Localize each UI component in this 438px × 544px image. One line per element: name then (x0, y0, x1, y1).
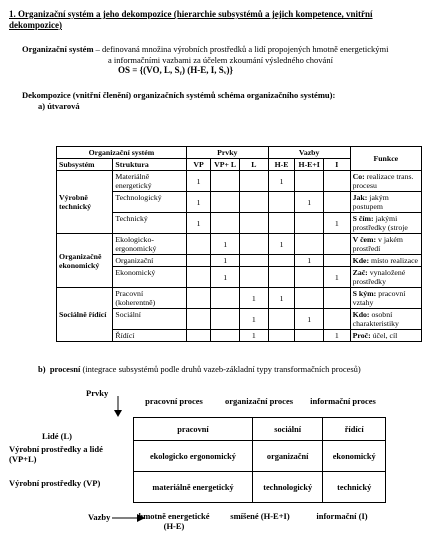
funkce-cell (350, 309, 421, 330)
vp-cell (186, 330, 210, 342)
vazby-axis-label: Vazby (88, 512, 111, 522)
process-cell: pracovní (134, 418, 253, 441)
definition-term: Organizační systém (22, 44, 94, 54)
definition-line1: – definovaná množina výrobních prostředků a lidí propojených hmotně energetickými (93, 44, 389, 54)
table-row (57, 171, 422, 192)
header-vp: VP (186, 159, 210, 171)
vpl-cell: 1 (211, 234, 240, 255)
funkce-keyword: Kdo: (352, 310, 370, 319)
funkce-keyword: Proč: (352, 331, 371, 340)
row-label-means-and-people: Výrobní prostředky a lidé (VP+L) (9, 444, 103, 464)
funkce-cell (350, 288, 421, 309)
table-row (134, 472, 386, 503)
funkce-cell (350, 171, 421, 192)
subsystem-cell: Organizačně ekonomický (57, 234, 113, 288)
funkce-text: jakými prostředky (stroje (352, 214, 408, 232)
process-cell: sociální (252, 418, 322, 441)
he-cell: 1 (268, 171, 295, 192)
he-cell (268, 309, 295, 330)
table-row (134, 418, 386, 441)
prvky-axis-label: Prvky (86, 388, 109, 398)
hei-cell (295, 234, 324, 255)
he-cell: 1 (268, 288, 295, 309)
organizational-system-table (56, 146, 422, 342)
section-a-label: a) útvarová (38, 101, 80, 111)
funkce-keyword: Jak: (352, 193, 368, 202)
section-b-label (38, 364, 361, 374)
i-cell (324, 234, 351, 255)
funkce-cell (350, 192, 421, 213)
row-label-means: Výrobní prostředky (VP) (9, 478, 101, 488)
process-cell: ekologicko ergonomický (134, 441, 253, 472)
vpl-cell (211, 213, 240, 234)
process-cell: ekonomický (323, 441, 386, 472)
l-cell: 1 (240, 330, 269, 342)
header-l: L (240, 159, 269, 171)
he-cell (268, 213, 295, 234)
vp-cell (186, 255, 210, 267)
funkce-keyword: S kým: (352, 289, 377, 298)
hei-cell: 1 (295, 255, 324, 267)
column-head-work-process: pracovní proces (145, 396, 203, 406)
he-cell (268, 255, 295, 267)
funkce-text: jakým postupem (352, 193, 389, 211)
header-vazby: Vazby (268, 147, 350, 159)
hei-cell (295, 288, 324, 309)
l-cell (240, 255, 269, 267)
funkce-cell (350, 234, 421, 255)
process-cell: technologický (252, 472, 322, 503)
l-cell (240, 234, 269, 255)
decomposition-title: Dekompozice (vnitřní členění) organizačních systémů schéma organizačního systému): (22, 90, 336, 100)
funkce-keyword: Kde: (352, 256, 370, 265)
hei-cell (295, 213, 324, 234)
funkce-keyword: V čem: (352, 235, 377, 244)
vpl-cell (211, 171, 240, 192)
l-cell (240, 192, 269, 213)
hei-cell (295, 267, 324, 288)
l-cell (240, 267, 269, 288)
struktura-cell: Pracovní (koherentně) (113, 288, 186, 309)
vp-cell (186, 309, 210, 330)
i-cell: 1 (324, 330, 351, 342)
section-heading: 1. Organizační systém a jeho dekompozice (hierarchie subsystémů a jejich kompetence, vnitřní dekompozice) (9, 9, 373, 30)
column-head-organizational-process: organizační proces (224, 396, 294, 406)
header-subsystem: Subsystém (57, 159, 113, 171)
header-hei: H-E+I (295, 159, 324, 171)
i-cell: 1 (324, 213, 351, 234)
footer-material-energy: hmotně energetické (H-E) (138, 511, 210, 531)
struktura-cell: Řídící (113, 330, 186, 342)
struktura-cell: Organizační (113, 255, 186, 267)
he-cell (268, 330, 295, 342)
section-b-prefix: b) (38, 364, 46, 374)
funkce-cell (350, 330, 421, 342)
he-cell (268, 192, 295, 213)
subsystem-cell: Sociálně řídící (57, 288, 113, 342)
process-cell: technický (323, 472, 386, 503)
vpl-cell: 1 (211, 255, 240, 267)
struktura-cell: Materiálně energetický (113, 171, 186, 192)
funkce-cell (350, 213, 421, 234)
vp-cell (186, 288, 210, 309)
i-cell: 1 (324, 267, 351, 288)
vp-cell (186, 267, 210, 288)
table-row (134, 441, 386, 472)
header-funkce: Funkce (350, 147, 421, 171)
hei-cell: 1 (295, 192, 324, 213)
funkce-text: vynaložené prostředky (352, 268, 406, 286)
i-cell (324, 255, 351, 267)
column-head-information-process: informační proces (310, 396, 376, 406)
struktura-cell: Technologický (113, 192, 186, 213)
funkce-cell (350, 267, 421, 288)
table-row (57, 288, 422, 309)
i-cell (324, 171, 351, 192)
struktura-cell: Ekonomický (113, 267, 186, 288)
definition-formula: OS = {(VO, L, Sᵧ) (H-E, I, Sᵥ)} (118, 65, 234, 75)
l-cell (240, 171, 269, 192)
he-cell (268, 267, 295, 288)
vp-cell: 1 (186, 213, 210, 234)
funkce-text: osobní charakteristiky (352, 310, 399, 328)
row-label-people: Lidé (L) (42, 431, 72, 441)
funkce-keyword: Co: (352, 172, 365, 181)
funkce-text: pracovní vztahy (352, 289, 406, 307)
i-cell (324, 309, 351, 330)
vp-cell: 1 (186, 192, 210, 213)
header-i: I (324, 159, 351, 171)
struktura-cell: Ekologicko-ergonomický (113, 234, 186, 255)
hei-cell (295, 171, 324, 192)
footer-mixed: smíšené (H-E+I) (230, 511, 290, 521)
funkce-text: v jakém prostředí (352, 235, 403, 253)
l-cell: 1 (240, 309, 269, 330)
vpl-cell (211, 309, 240, 330)
process-cell: organizační (252, 441, 322, 472)
header-prvky: Prvky (186, 147, 268, 159)
header-vpl: VP+ L (211, 159, 240, 171)
struktura-cell: Sociální (113, 309, 186, 330)
struktura-cell: Technický (113, 213, 186, 234)
funkce-text: realizace trans. procesu (352, 172, 414, 190)
footer-information: informační (I) (316, 511, 368, 521)
vpl-cell (211, 330, 240, 342)
process-cell: materiálně energetický (134, 472, 253, 503)
l-cell (240, 213, 269, 234)
l-cell: 1 (240, 288, 269, 309)
funkce-keyword: Zač: (352, 268, 368, 277)
header-struktura: Struktura (113, 159, 186, 171)
section-b-rest: (integrace subsystémů podle druhů vazeb-základní typy transformačních procesů) (80, 364, 361, 374)
vp-cell: 1 (186, 171, 210, 192)
table-row (57, 234, 422, 255)
vpl-cell (211, 288, 240, 309)
header-he: H-E (268, 159, 295, 171)
process-cell: řídící (323, 418, 386, 441)
funkce-text: účel, cíl (370, 331, 398, 340)
hei-cell: 1 (295, 309, 324, 330)
process-table (133, 417, 386, 503)
vp-cell (186, 234, 210, 255)
funkce-keyword: S čím: (352, 214, 374, 223)
he-cell: 1 (268, 234, 295, 255)
subsystem-cell: Výrobně technický (57, 171, 113, 234)
header-organizational-system: Organizační systém (57, 147, 187, 159)
vpl-cell: 1 (211, 267, 240, 288)
funkce-cell (350, 255, 421, 267)
definition-block (22, 44, 422, 76)
i-cell (324, 192, 351, 213)
funkce-text: místo realizace (369, 256, 419, 265)
down-arrow-icon (112, 396, 124, 418)
i-cell (324, 288, 351, 309)
definition-line2: a informačními vazbami za účelem zkoumání výsledného chování (108, 54, 333, 65)
hei-cell (295, 330, 324, 342)
section-b-bold: procesní (49, 364, 81, 374)
vpl-cell (211, 192, 240, 213)
